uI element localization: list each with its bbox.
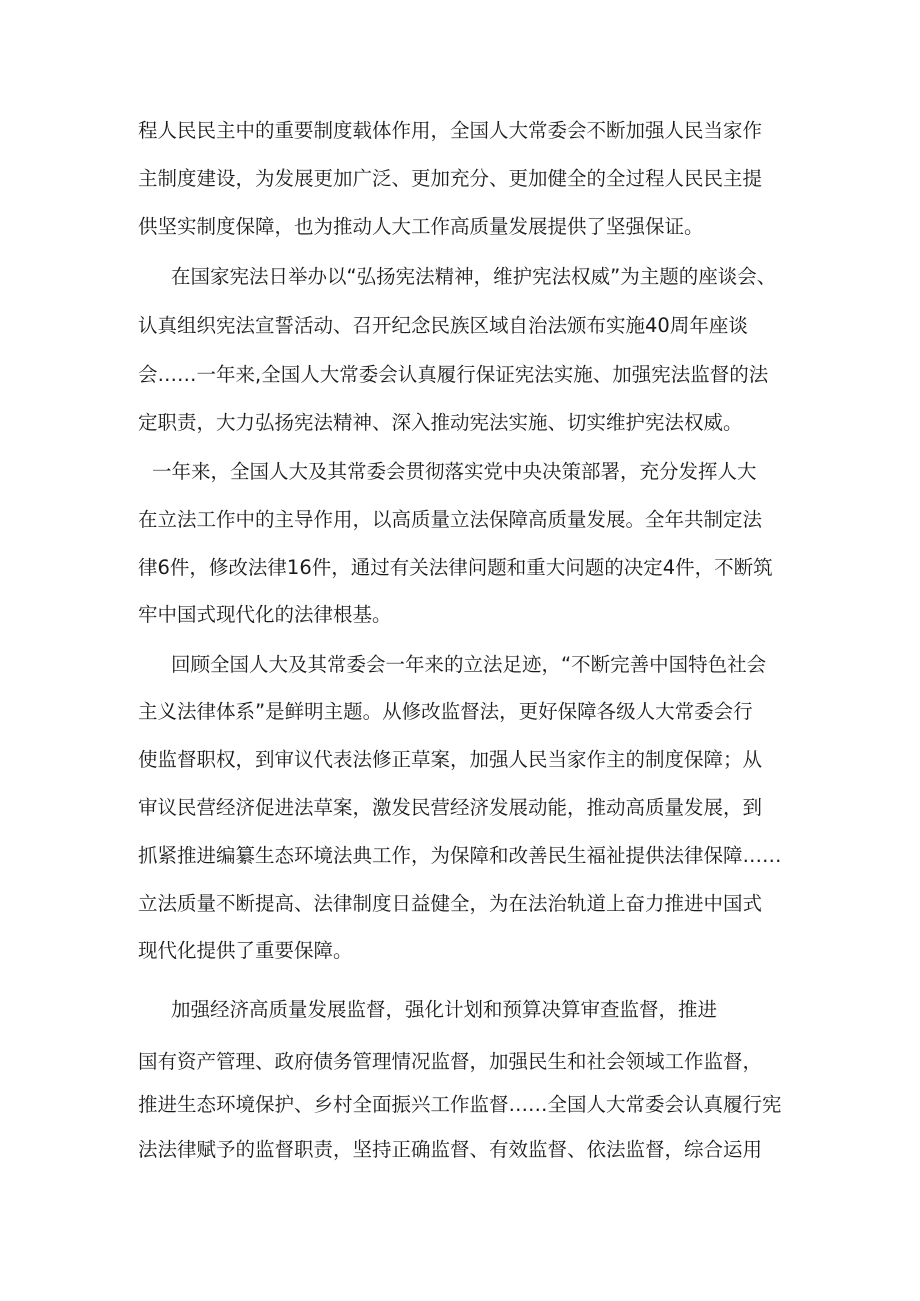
paragraph-line: 程人民民主中的重要制度载体作用，全国人大常委会不断加强人民当家作 [138, 119, 763, 142]
paragraph-line: 推进生态环境保护、乡村全面振兴工作监督……全国人大常委会认真履行宪 [138, 1093, 782, 1116]
paragraph-line: 抓紧推进编纂生态环境法典工作，为保障和改善民生福祉提供法律保障…… [138, 844, 782, 867]
paragraph-line: 国有资产管理、政府债务管理情况监督，加强民生和社会领域工作监督， [138, 1050, 763, 1073]
paragraph-line: 立法质量不断提高、法律制度日益健全，为在法治轨道上奋力推进中国式 [138, 892, 763, 915]
paragraph-line: 律6件，修改法律16件，通过有关法律问题和重大问题的决定4件，不断筑 [138, 556, 773, 579]
paragraph-line: 法法律赋予的监督职责，坚持正确监督、有效监督、依法监督，综合运用 [138, 1138, 763, 1161]
paragraph-line: 使监督职权，到审议代表法修正草案，加强人民当家作主的制度保障；从 [138, 748, 763, 771]
paragraph-line: 会……一年来,全国人大常委会认真履行保证宪法实施、加强宪法监督的法 [138, 363, 769, 386]
paragraph-line: 牢中国式现代化的法律根基。 [138, 603, 392, 626]
paragraph-line: 在立法工作中的主导作用，以高质量立法保障高质量发展。全年共制定法 [138, 508, 763, 531]
paragraph-line: 审议民营经济促进法草案，激发民营经济发展动能，推动高质量发展，到 [138, 796, 763, 819]
paragraph-line: 回顾全国人大及其常委会一年来的立法足迹，“不断完善中国特色社会 [171, 653, 767, 676]
paragraph-line: 主制度建设，为发展更加广泛、更加充分、更加健全的全过程人民民主提 [138, 167, 763, 190]
paragraph-line: 现代化提供了重要保障。 [138, 939, 353, 962]
paragraph-line: 加强经济高质量发展监督，强化计划和预算决算审查监督，推进 [171, 998, 718, 1021]
paragraph-line: 供坚实制度保障，也为推动人大工作高质量发展提供了坚强保证。 [138, 215, 704, 238]
paragraph-line: 在国家宪法日举办以“弘扬宪法精神，维护宪法权威”为主题的座谈会、 [171, 265, 777, 288]
paragraph-line: 主义法律体系”是鲜明主题。从修改监督法，更好保障各级人大常委会行 [138, 700, 753, 723]
paragraph-line: 认真组织宪法宣誓活动、召开纪念民族区域自治法颁布实施40周年座谈 [138, 314, 748, 337]
paragraph-line: 定职责，大力弘扬宪法精神、深入推动宪法实施、切实维护宪法权威。 [138, 411, 743, 434]
paragraph-line: 一年来，全国人大及其常委会贯彻落实党中央决策部署，充分发挥人大 [152, 460, 757, 483]
